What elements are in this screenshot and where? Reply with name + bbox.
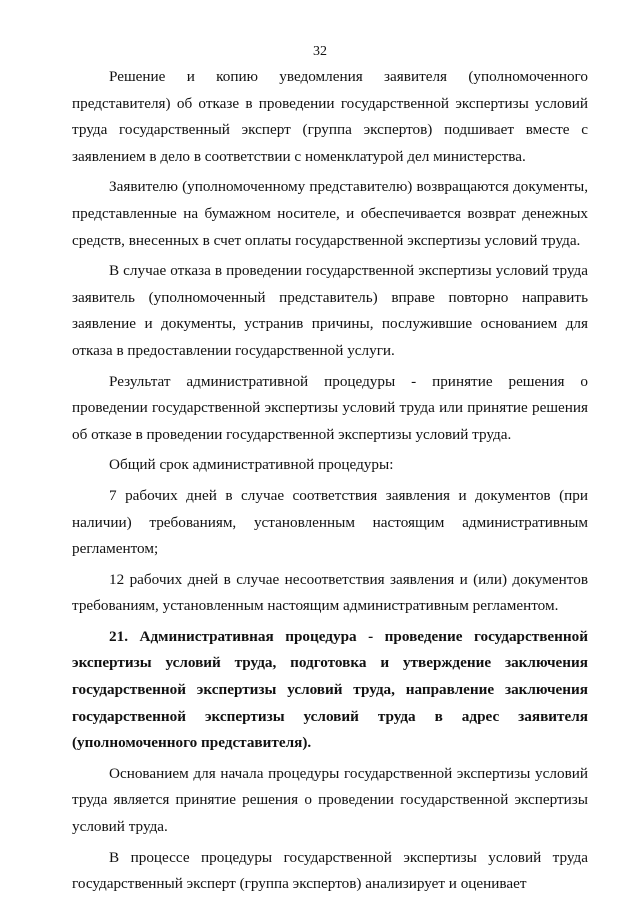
paragraph-procedure-result: Результат административной процедуры - принятие решения о проведении государственной экспертизы условий труда или принятие решения об отказе в проведении государственной экспертизы условий труда. [72,372,588,443]
paragraph-total-term: Общий срок административной процедуры: [109,456,394,474]
paragraph-procedure-basis: Основанием для начала процедуры государственной экспертизы условий труда является принятие решения о проведении государственной экспертизы условий труда. [72,764,588,836]
paragraph-decision-filing: Решение и копию уведомления заявителя (уполномоченного представителя) об отказе в проведении государственной экспертизы условий труда государственный эксперт (группа экспертов) подшивает вместе с заявлением в дело в соответствии с номенклатурой дел министерства. [72,68,588,165]
section-heading-21: 21. Административная процедура - проведение государственной экспертизы условий труда, подготовка и утверждение заключения государственной экспертизы условий труда, направление заключения государственной экспертизы условий труда в адрес заявителя (уполномоченного представителя). [72,627,588,752]
paragraph-repeat-application: В случае отказа в проведении государственной экспертизы условий труда заявитель (уполномоченный представитель) вправе повторно направить заявление и документы, устранив причины, послужившие основанием для отказа в предоставлении государственной услуги. [72,262,588,359]
paragraph-term-12-days: 12 рабочих дней в случае несоответствия заявления и (или) документов требованиям, установленным настоящим административным регламентом. [72,570,588,615]
paragraph-documents-return: Заявителю (уполномоченному представителю) возвращаются документы, представленные на бумажном носителе, и обеспечивается возврат денежных средств, внесенных в счет оплаты государственной экспертизы условий труда. [72,178,588,249]
page-number: 32 [313,44,327,59]
paragraph-expert-analysis: В процессе процедуры государственной экспертизы условий труда государственный эксперт (группа экспертов) анализирует и оценивает [72,848,588,893]
paragraph-term-7-days: 7 рабочих дней в случае соответствия заявления и документов (при наличии) требованиям, установленным настоящим административным регламентом; [72,486,588,558]
document-body [72,64,588,902]
